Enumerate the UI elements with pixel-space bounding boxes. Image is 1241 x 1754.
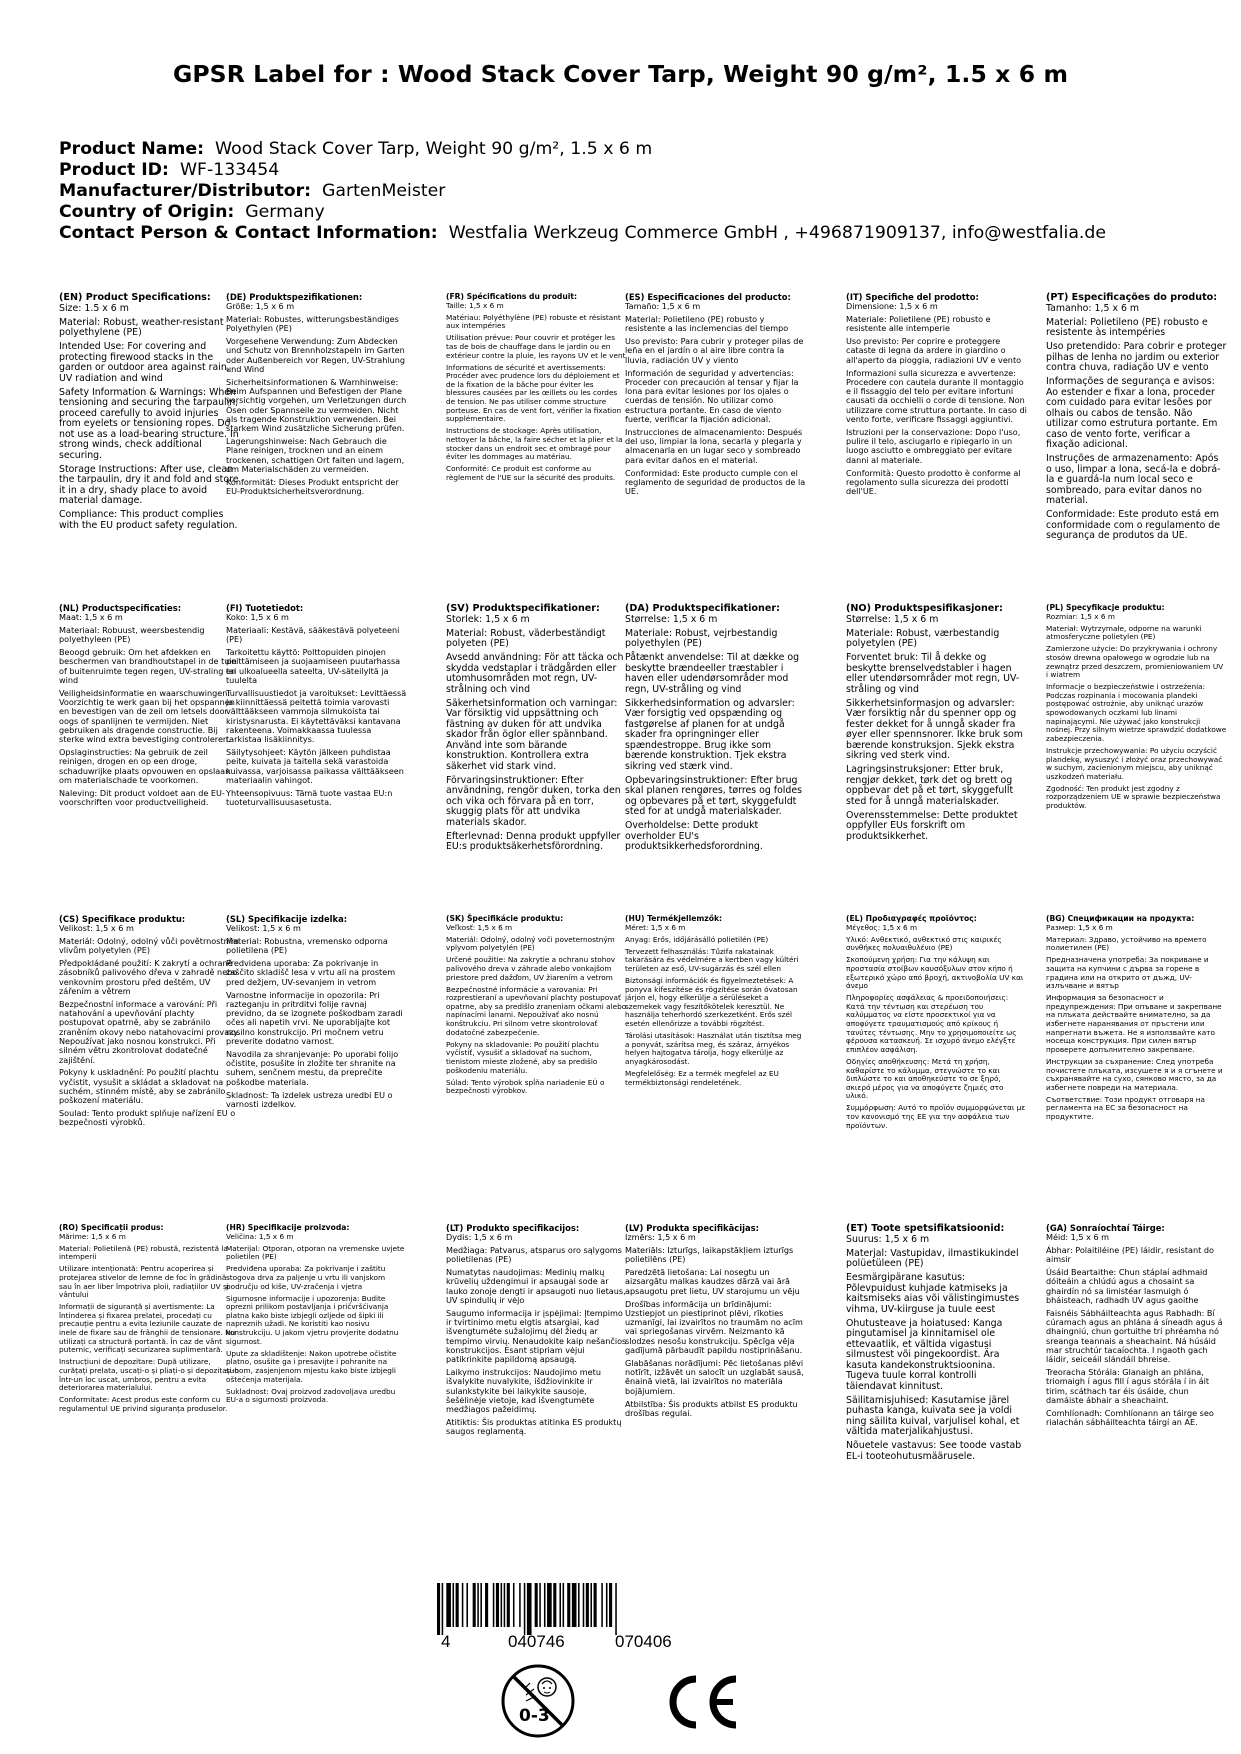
spec-line: Συμμόρφωση: Αυτό το προϊόν συμμορφώνεται με τον κανονισμό της ΕΕ για την ασφάλεια των προϊόντων.	[846, 1103, 1026, 1130]
spec-block-bg	[1046, 915, 1227, 1125]
ean-barcode	[433, 1583, 681, 1635]
spec-line: Overensstemmelse: Dette produktet oppfyller EUs forskrift om produktsikkerhet.	[846, 809, 1018, 842]
barcode-bar	[578, 1583, 580, 1627]
spec-line: Bezpečnostní informace a varování: Při natahování a upevňování plachty postupovat opatrně, aby se zabránilo zraněním okovy nebo natahovacími provazy. Nepoužívat jako nosnou konstrukci. Při silném větru zkontrolovat dodatečné zajištění.	[59, 998, 240, 1065]
spec-title: (IT) Specifiche del prodotto:	[846, 292, 979, 302]
spec-title: (PL) Specyfikacje produktu:	[1046, 603, 1165, 612]
spec-line: Mărime: 1,5 x 6 m	[59, 1231, 126, 1241]
spec-line: Yhteensopivuus: Tämä tuote vastaa EU:n tuoteturvallisuusasetusta.	[226, 787, 393, 808]
product-info	[59, 139, 1189, 244]
spec-line: Material: Polietilenă (PE) robustă, rezistentă la intemperii	[59, 1243, 228, 1262]
spec-line: Velikost: 1,5 x 6 m	[59, 923, 134, 934]
spec-title: (FR) Spécifications du produit:	[446, 292, 578, 301]
spec-title: (SL) Specifikacije izdelka:	[226, 914, 348, 924]
svg-text:0-3: 0-3	[519, 1706, 550, 1726]
spec-line: Ohutusteave ja hoiatused: Kanga pingutamisel ja kinnitamisel ole ettevaatlik, et vältida vigastusi silmustest või pingekoordist. Ära kasuta kandekonstruktsioonina. Tugeva tuule korral kontrolli täiendavat kinnitust.	[846, 1317, 1003, 1392]
barcode-right-digits: 070406	[615, 1632, 672, 1651]
barcode-bar	[462, 1583, 464, 1627]
spec-line: Medžiaga: Patvarus, atsparus oro sąlygoms polietilenas (PE)	[446, 1245, 622, 1265]
barcode-first-digit: 4	[441, 1632, 451, 1651]
spec-line: Tamanho: 1,5 x 6 m	[1046, 302, 1140, 314]
spec-line: Tervezett felhasználás: Tűzifa rakatainak takarására és védelmére a kertben vagy kültéri területen az eső, UV-sugárzás és szél ellen	[625, 946, 799, 973]
spec-line: Materiale: Robust, vejrbestandig polyethylen (PE)	[625, 627, 778, 649]
spec-line: Overholdelse: Dette produkt overholder EU's produktsikkerhedsforordning.	[625, 820, 763, 852]
spec-line: Predvidena uporaba: Za pokrivanje in zaščito skladišč lesa v vrtu ali na prostem pred dežjem, UV-sevanjem in vetrom	[226, 958, 396, 987]
spec-line: Pokyny k uskladnění: Po použití plachtu vyčistit, vysušit a skládat a skladovat na suchém, stinném místě, aby se zabránilo poškození materiálu.	[59, 1067, 226, 1106]
spec-line: Πληροφορίες ασφάλειας & προειδοποιήσεις: Κατά την τέντωση και στερέωση του καλύμματος να είστε προσεκτικοί για να αποφύγετε τραυματισμούς από κρίκους ή τανύτες τέντωσης. Μην το χρησιμοποιείτε ως φέρουσα κατασκευή. Σε ισχυρό άνεμο ελέγξτε επιπλέον ασφάλιση.	[846, 993, 1017, 1054]
spec-line: Safety Information & Warnings: When tensioning and securing the tarpaulin, proceed carefully to avoid injuries from eyelets or tensioning ropes. Do not use as a load-bearing structure. In strong winds, check additional securing.	[59, 386, 239, 461]
spec-line: Numatytas naudojimas: Medinių malkų krūvelių uždengimui ir apsaugai sode ar lauko zonoje dengti ir apsaugoti nuo lietaus, UV spindulių ir vėjo	[446, 1267, 626, 1306]
spec-block-de	[226, 293, 407, 500]
barcode-bar	[601, 1583, 603, 1627]
spec-line: Veličina: 1,5 x 6 m	[226, 1231, 294, 1241]
barcode-bar	[524, 1583, 526, 1635]
spec-block-sl	[226, 915, 407, 1113]
contact-row	[59, 223, 1189, 244]
spec-line: Instructions de stockage: Après utilisation, nettoyer la bâche, la faire sécher et la plier et la stocker dans un endroit sec et ombragé pour éviter les dommages au matériau.	[446, 426, 623, 462]
spec-line: Informações de segurança e avisos: Ao estender e fixar a lona, proceder com cuidado para evitar lesões por olhais ou cabos de tensão. Não utilizar como estrutura portante. Em caso de vento forte, verificar a fixação adicional.	[1046, 376, 1218, 450]
spec-block-el	[846, 915, 1027, 1134]
spec-line: Μέγεθος: 1,5 x 6 m	[846, 922, 918, 932]
spec-title: (CS) Specifikace produktu:	[59, 914, 186, 924]
ce-mark-icon	[660, 1673, 742, 1731]
manufacturer-value: GartenMeister	[322, 180, 446, 201]
spec-line: Opbevaringsinstruktioner: Efter brug skal planen rengøres, tørres og foldes og opbevares på et tørt, skyggefuldt sted for at undgå materialskader.	[625, 774, 803, 817]
spec-line: Tamaño: 1,5 x 6 m	[625, 301, 701, 312]
spec-title: (HR) Specifikacije proizvoda:	[226, 1223, 350, 1232]
country-label: Country of Origin:	[59, 201, 235, 222]
spec-line: Drošības informācija un brīdinājumi: Uzstiepjot un piestiprinot plēvi, rīkoties uzmanīgi, lai izvairītos no traumām no acīm vai spriegošanas virvēm. Neizmanto kā slodzes nesošu konstrukciju. Spēcīga vēja gadījumā pārbaudīt papildu nostiprināšanu.	[625, 1298, 803, 1356]
barcode-bar	[535, 1583, 538, 1627]
spec-line: Materiāls: Izturīgs, laikapstākļiem izturīgs polietilēns (PE)	[625, 1245, 794, 1265]
spec-line: Størrelse: 1,5 x 6 m	[846, 613, 939, 625]
spec-line: Faisnéis Sábháilteachta agus Rabhadh: Bí cúramach agus an phlána á síneadh agus á dhaingniú, chun gortuithe trí phréamha nó sreanga teannais a sheachaint. Ná húsáid mar struchtúr tacaíochta. I ngaoth gach láidir, seiceáil slándáil bhreise.	[1046, 1307, 1223, 1365]
spec-line: Maat: 1,5 x 6 m	[59, 612, 123, 623]
spec-title: (FI) Tuotetiedot:	[226, 603, 304, 613]
barcode-bar	[583, 1583, 585, 1627]
spec-line: Conformitate: Acest produs este conform cu regulamentul UE privind siguranța produselor.	[59, 1395, 228, 1413]
barcode-bar	[504, 1583, 506, 1627]
spec-block-it	[846, 293, 1027, 500]
spec-line: Størrelse: 1,5 x 6 m	[625, 613, 718, 625]
spec-line: Předpokládané použití: K zakrytí a ochraně zásobníků palivového dřeva v zahradě nebo venkovním prostoru před deštěm, UV zářením a větrem	[59, 958, 238, 997]
spec-line: Biztonsági információk és figyelmeztetések: A ponyva kifeszítése és rögzítése során óvatosan járjon el, hogy elkerülje a sérüléseket a szemekek vagy feszítőkötelek keresztül. Ne használja teherhordó szerkezetként. Erős szél esetén ellenőrizze a további rögzítést.	[625, 976, 798, 1029]
spec-line: Informazioni sulla sicurezza e avvertenze: Procedere con cautela durante il montaggio e il fissaggio del telo per evitare infortuni causati da occhielli o corde di tensione. Non utilizzare come struttura portante. In caso di vento forte, verificare fissaggi aggiuntivi.	[846, 367, 1027, 425]
spec-title: (EN) Product Specifications:	[59, 292, 211, 303]
spec-line: Съответствие: Този продукт отговаря на регламента на ЕС за безопасност на продуктите.	[1046, 1094, 1206, 1121]
barcode-bar	[563, 1583, 565, 1627]
spec-block-es	[625, 293, 806, 500]
barcode-bar	[485, 1583, 488, 1627]
barcode-bar	[501, 1583, 503, 1627]
spec-line: Predviđena uporaba: Za pokrivanje i zaštitu stogova drva za paljenje u vrtu ili vanjskom području od kiše, UV-zračenja i vjetra	[226, 1264, 386, 1291]
spec-line: Sigurnosne informacije i upozorenja: Budite oprezni prilikom postavljanja i pričvršćivanja platna kako biste izbjegli ozljede od šipki ili napreznih užadi. Ne koristiti kao nosivu konstrukciju. U jakom vjetru provjerite dodatnu sigurnost.	[226, 1293, 399, 1346]
spec-line: Forventet bruk: Til å dekke og beskytte brenselvedstabler i hagen eller utendørsområder mot regn, UV-stråling og vind	[846, 652, 1020, 695]
product-id-label: Product ID:	[59, 159, 169, 180]
spec-line: Materiaal: Robuust, weersbestendig polyethyleen (PE)	[59, 625, 205, 645]
spec-line: Istruzioni per la conservazione: Dopo l'uso, pulire il telo, asciugarlo e ripiegarlo in un luogo asciutto e ombreggiato per evitare danni al materiale.	[846, 426, 1021, 465]
barcode-bar	[567, 1583, 570, 1627]
spec-line: Storlek: 1,5 x 6 m	[446, 613, 530, 625]
spec-line: Информация за безопасност и предупреждения: При опъване и закрепване на плъката действайте внимателно, за да избегнете наранявания от пръстени или напрегнати въжета. Не я използвайте като носеща конструкция. При силен вятър проверете допълнително закрепване.	[1046, 993, 1222, 1054]
spec-line: Lagringsinstruksjoner: Etter bruk, rengjør dekket, tørk det og brett og oppbevar det på et tørt, skyggefullt sted for å unngå materialskader.	[846, 764, 1014, 807]
spec-block-da	[625, 604, 806, 856]
spec-line: Material: Polietileno (PE) robusto y resistente a las inclemencias del tiempo	[625, 314, 789, 334]
spec-line: Avsedd användning: För att täcka och skydda vedstaplar i trädgården eller utomhusområden mot regn, UV-strålning och vind	[446, 652, 624, 695]
spec-block-pl	[1046, 604, 1227, 814]
barcode-bar	[456, 1583, 459, 1627]
spec-line: Información de seguridad y advertencias: Proceder con precaución al tensar y fijar la lona para evitar lesiones por los ojales o cuerdas de tensión. No utilizar como estructura portante. En caso de viento fuerte, verificar la fijación adicional.	[625, 367, 799, 425]
spec-block-ro	[59, 1224, 240, 1417]
spec-line: Pokyny na skladovanie: Po použití plachtu vyčistiť, vysušiť a skladovať na suchom, tienistom mieste zložené, aby sa predišlo poškodeniu materiálu.	[446, 1039, 599, 1075]
spec-line: Vorgesehene Verwendung: Zum Abdecken und Schutz von Brennholzstapeln im Garten oder Außenbereich vor Regen, UV-Strahlung und Wind	[226, 336, 406, 375]
spec-line: Materiale: Robust, værbestandig polyetylen (PE)	[846, 627, 1000, 649]
spec-line: Informacje o bezpieczeństwie i ostrzeżenia: Podczas rozpinania i mocowania plandeki postępować ostrożnie, aby uniknąć urazów spowodowanych oczkami lub linami napinającymi. Nie używać jako konstrukcji nośnej. Przy silnym wietrze sprawdzić dodatkowe zabezpieczenia.	[1046, 682, 1227, 743]
barcode-left-digits: 040746	[508, 1632, 565, 1651]
barcode-bar	[453, 1583, 455, 1627]
spec-line: Instruções de armazenamento: Após o uso, limpar a lona, secá-la e dobrá-la e guardá-la num local seco e sombreado, para evitar danos no material.	[1046, 453, 1221, 506]
barcode-bar	[572, 1583, 577, 1627]
spec-title: (NL) Productspecificaties:	[59, 603, 182, 613]
spec-title: (LV) Produkta specifikācijas:	[625, 1223, 759, 1233]
spec-line: Utilizare intenționată: Pentru acoperirea și protejarea stivelor de lemne de foc în grădină sau în aer liber împotriva ploii, radiațiilor UV și vântului	[59, 1264, 229, 1300]
barcode-bar	[473, 1583, 476, 1627]
barcode-bar	[544, 1583, 546, 1627]
spec-line: Οδηγίες αποθήκευσης: Μετά τη χρήση, καθαρίστε το κάλυμμα, στεγνώστε το και διπλώστε το και αποθηκεύστε το σε ξηρό, σκιερό μέρος για να αποφύγετε ζημιές στο υλικό.	[846, 1056, 1004, 1101]
spec-line: Dydis: 1,5 x 6 m	[446, 1232, 513, 1243]
spec-line: Lagerungshinweise: Nach Gebrauch die Plane reinigen, trocknen und an einem trockenen, schattigen Ort falten und lagern, um Materialschäden zu vermeiden.	[226, 436, 405, 475]
spec-line: Atitiktis: Šis produktas atitinka ES produktų saugos reglamentą.	[446, 1417, 622, 1437]
spec-block-ga	[1046, 1224, 1227, 1431]
spec-line: Storage Instructions: After use, clean the tarpaulin, dry it and fold and store it in a dry, shady place to avoid material damage.	[59, 463, 239, 506]
barcode-bar	[553, 1583, 556, 1627]
spec-line: Méret: 1,5 x 6 m	[625, 922, 686, 932]
spec-title: (GA) Sonraíochtaí Táirge:	[1046, 1223, 1165, 1233]
barcode-bar	[590, 1583, 592, 1627]
spec-line: Zgodność: Ten produkt jest zgodny z rozporządzeniem UE w sprawie bezpieczeństwa produktów.	[1046, 783, 1221, 810]
product-name-label: Product Name:	[59, 139, 205, 159]
spec-title: (DE) Produktspezifikationen:	[226, 292, 363, 302]
spec-block-fr	[446, 293, 627, 486]
spec-block-hu	[625, 915, 806, 1091]
spec-title: (SK) Špecifikácie produktu:	[446, 914, 564, 923]
spec-line: Sikkerhetsinformasjon og advarsler: Vær forsiktig når du spenner opp og fester dekket for å unngå skader fra øyer eller spennsnorer. Ikke bruk som bærende konstruksjon. Sjekk ekstra sikring ved sterk vind.	[846, 697, 1023, 761]
spec-title: (BG) Спецификации на продукта:	[1046, 914, 1195, 923]
spec-line: Upute za skladištenje: Nakon upotrebe očistite platno, osušite ga i presavijte i pohranite na suhom, zasjenjenom mjestu kako biste izbjegli oštećenja materijala.	[226, 1348, 397, 1384]
spec-line: Navodila za shranjevanje: Po uporabi folijo očistite, posušite in zložite ter shranite na suhem, senčnem mestu, da preprečite poškodbe materiala.	[226, 1048, 399, 1087]
spec-line: Säkerhetsinformation och varningar: Var försiktig vid uppsättning och fästning av duken för att undvika skador från öglor eller spännband. Använd inte som bärande konstruktion. Kontrollera extra säkerhet vid stark vind.	[446, 697, 618, 772]
spec-line: Efterlevnad: Denna produkt uppfyller EU:s produktsäkerhetsförordning.	[446, 830, 621, 852]
barcode-bar	[606, 1583, 608, 1627]
spec-line: Säilytysohjeet: Käytön jälkeen puhdistaa peite, kuivata ja taitella sekä varastoida kuivassa, varjoisassa paikassa välttääkseen materiaalin vahingot.	[226, 747, 404, 786]
spec-line: Laikymo instrukcijos: Naudojimo metu išvalykite nuvalykite, išdžiovinkite ir sulankstykite bei laikykite sausoje, šešėlinėje vietoje, kad išvengtumėte medžiagos pažeidimų.	[446, 1367, 601, 1415]
spec-line: Größe: 1,5 x 6 m	[226, 301, 295, 312]
spec-line: Zamierzone użycie: Do przykrywania i ochrony stosów drewna opałowego w ogrodzie lub na zewnątrz przed deszczem, promieniowaniem UV i wiatrem	[1046, 644, 1224, 680]
spec-line: Méid: 1,5 x 6 m	[1046, 1232, 1110, 1243]
spec-line: Conformità: Questo prodotto è conforme al regolamento sulla sicurezza dei prodotti dell'UE.	[846, 467, 1021, 497]
spec-line: Eesmärgipärane kasutus: Põlevpuidust kuhjade katmiseks ja kaitsmiseks aias või välistingimustes vihma, UV-kiirguse ja tuule eest	[846, 1272, 1020, 1315]
spec-block-hr	[226, 1224, 407, 1408]
spec-line: Предназначена употреба: За покриване и защита на купчини с дърва за горене в градина или на открито от дъжд, UV-излъчване и вятър	[1046, 955, 1209, 991]
spec-line: Σκοπούμενη χρήση: Για την κάλυψη και προστασία στοίβων καυσόξυλων στον κήπο ή εξωτερικό χώρο από βροχή, ακτινοβολία UV και άνεμο	[846, 955, 1024, 991]
spec-line: Материал: Здраво, устойчиво на времето полиетилен (PE)	[1046, 934, 1207, 953]
spec-line: Comhlíonadh: Comhlíonann an táirge seo rialachán sábháilteachta táirgí an AE.	[1046, 1407, 1214, 1428]
spec-line: Izmērs: 1,5 x 6 m	[625, 1232, 696, 1243]
spec-line: Material: Robustna, vremensko odporna polietilena (PE)	[226, 936, 388, 956]
product-name-row	[59, 139, 1189, 160]
spec-title: (SV) Produktspecifikationer:	[446, 603, 600, 614]
spec-block-en	[59, 293, 240, 535]
spec-line: Size: 1.5 x 6 m	[59, 302, 129, 314]
spec-line: Konformität: Dieses Produkt entspricht der EU-Produktsicherheitsverordnung.	[226, 476, 399, 497]
spec-line: Intended Use: For covering and protecting firewood stacks in the garden or outdoor area against rain, UV radiation and wind	[59, 341, 230, 384]
barcode-bar	[547, 1583, 552, 1627]
spec-line: Conformidade: Este produto está em conformidade com o regulamento de segurança de produtos da UE.	[1046, 509, 1221, 541]
page-title: GPSR Label for : Wood Stack Cover Tarp, Weight 90 g/m², 1.5 x 6 m	[172, 60, 1069, 88]
spec-line: Veiligheidsinformatie en waarschuwingen: Voorzichtig te werk gaan bij het opspannen en bevestigen van de zeil om letsels door oogs of spanlijnen te vermijden. Niet gebruiken als dragende constructie. Bij sterke wind extra bevestiging controleren.	[59, 687, 235, 745]
spec-line: Material: Robustes, witterungsbeständiges Polyethylen (PE)	[226, 314, 399, 334]
spec-block-sk	[446, 915, 627, 1099]
spec-line: Uso previsto: Para cubrir y proteger pilas de leña en el jardín o al aire libre contra la lluvia, radiación UV y viento	[625, 336, 804, 365]
spec-line: Naleving: Dit product voldoet aan de EU-voorschriften voor productveiligheid.	[59, 787, 225, 808]
spec-line: Matériau: Polyéthylène (PE) robuste et résistant aux intempéries	[446, 312, 621, 331]
spec-title: (DA) Produktspecifikationer:	[625, 603, 780, 614]
barcode-bar	[559, 1583, 561, 1627]
spec-line: Tárolási utasítások: Használat után tisztítsa meg a ponyvát, szárítsa meg, és száraz, árnyékos helyen hajtogatva tárolja, hogy elkerülje az anyagkárosodást.	[625, 1031, 802, 1066]
spec-block-lt	[446, 1224, 627, 1440]
spec-line: Materiał: Wytrzymałe, odporne na warunki atmosferyczne polietylen (PE)	[1046, 623, 1202, 642]
spec-title: (PT) Especificações do produto:	[1046, 292, 1218, 303]
spec-line: Úsáid Beartaithe: Chun stáplaí adhmaid dóiteáin a chlúdú agus a chosaint sa ghairdín nó sa limistéar lasmuigh ó bháisteach, radhadh UV agus gaoithe	[1046, 1267, 1208, 1306]
spec-line: Turvallisuustiedot ja varoitukset: Levittäessä ja kiinnittäessä peitettä toimia varovasti välttääkseen vammoja silmukoista tai kiristysnarusta. Ei käytettäväksi kantavana rakenteena. Voimakkaassa tuulessa tarkistaa lisäkiinnitys.	[226, 687, 407, 745]
spec-line: Materiale: Polietilene (PE) robusto e resistente alle intemperie	[846, 314, 991, 334]
spec-block-fi	[226, 604, 407, 811]
barcode-bar	[442, 1583, 444, 1635]
barcode-bar	[539, 1583, 541, 1627]
spec-block-nl	[59, 604, 240, 811]
spec-line: Velikost: 1,5 x 6 m	[226, 923, 301, 934]
manufacturer-label: Manufacturer/Distributor:	[59, 180, 312, 201]
spec-line: Informations de sécurité et avertissements: Procéder avec prudence lors du déploiement et de la fixation de la bâche pour éviter les blessures causées par les œillets ou les cordes de tension. Ne pas utiliser comme structure porteuse. En cas de vent fort, vérifier la fixation supplémentaire.	[446, 362, 622, 424]
spec-line: Veľkosť: 1,5 x 6 m	[446, 922, 513, 932]
spec-line: Opslaginstructies: Na gebruik de zeil reinigen, drogen en op een droge, schaduwrijke plaats opvouwen en opslaan om materialschade te voorkomen.	[59, 747, 231, 786]
barcode-bar	[615, 1583, 617, 1635]
spec-line: Material: Polietileno (PE) robusto e resistente às intempéries	[1046, 316, 1208, 338]
spec-line: Utilisation prévue: Pour couvrir et protéger les tas de bois de chauffage dans le jardin ou en extérieur contre la pluie, les rayons UV et le vent	[446, 333, 626, 360]
barcode-bar	[477, 1583, 479, 1627]
contact-label: Contact Person & Contact Information:	[59, 222, 438, 243]
spec-line: Atbilstība: Šis produkts atbilst ES produktu drošības regulai.	[625, 1398, 798, 1418]
spec-title: (RO) Specificații produs:	[59, 1223, 164, 1232]
spec-block-pt	[1046, 293, 1227, 545]
spec-line: Materijal: Otporan, otporan na vremenske uvjete polietilen (PE)	[226, 1243, 405, 1262]
spec-line: Säilitamisjuhised: Kasutamise järel puhasta kanga, kuivata see ja voldi ning säilita kuival, varjulisel kohal, et vältida materjalikahjustusi.	[846, 1394, 1020, 1437]
barcode-bar	[437, 1583, 440, 1635]
manufacturer-row	[59, 181, 1189, 202]
spec-title: (ET) Toote spetsifikatsioonid:	[846, 1223, 1005, 1234]
spec-line: Koko: 1,5 x 6 m	[226, 612, 289, 623]
country-row	[59, 202, 1189, 223]
spec-line: Sikkerhedsinformation og advarsler: Vær forsigtig ved opspænding og fastgørelse af planen for at undgå skader fra opringninger eller spændestroppe. Brug ikke som bærende konstruktion. Tjek ekstra sikring ved stærk vind.	[625, 697, 795, 772]
spec-line: Varnostne informacije in opozorila: Pri razteganju in pritrditvi folije ravnaj previdno, da se izognete poškodbam zaradi očes ali napetih vrvi. Ne uporabljajte kot nosilno konstrukcijo. Pri močnem vetru preverite dodatno varnost.	[226, 989, 403, 1047]
barcode-bar	[609, 1583, 612, 1627]
spec-line: Conformidad: Este producto cumple con el reglamento de seguridad de productos de la UE.	[625, 467, 806, 497]
spec-line: Instrucțiuni de depozitare: După utilizare, curățați prelata, uscați-o și pliați-o și depozitați-o într-un loc uscat, umbros, pentru a evita deteriorarea materialului.	[59, 1357, 239, 1393]
spec-line: Materiál: Odolný, odolný voči poveternostným vplyvom polyetylén (PE)	[446, 934, 615, 953]
spec-line: Beoogd gebruik: Om het afdekken en beschermen van brandhoutstapel in de tuin of buitenruimte tegen regen, UV-straling en wind	[59, 647, 237, 686]
spec-line: Treoracha Stórála: Glanaigh an phlána, triomaigh í agus fill í agus stórála í in áit tirim, scáthach tar éis úsáide, chun damáiste ábhair a sheachaint.	[1046, 1367, 1210, 1406]
barcode-bar	[586, 1583, 589, 1627]
spec-line: Skladnost: Ta izdelek ustreza uredbi EU o varnosti izdelkov.	[226, 1089, 393, 1109]
spec-line: Instrukcje przechowywania: Po użyciu oczyścić plandekę, wysuszyć i złożyć oraz przechowywać w suchym, zacienionym miejscu, aby uniknąć uszkodzeń materiału.	[1046, 745, 1223, 781]
barcode-bar	[507, 1583, 510, 1627]
spec-line: Materjal: Vastupidav, ilmastikukindel polüetüleen (PE)	[846, 1247, 1019, 1269]
barcode-bar	[480, 1583, 482, 1627]
barcode-bar	[446, 1583, 451, 1627]
spec-line: Material: Robust, weather-resistant polyethylene (PE)	[59, 316, 224, 338]
spec-title: (NO) Produktspesifikasjoner:	[846, 603, 1003, 614]
spec-title: (LT) Produkto specifikacijos:	[446, 1223, 580, 1233]
spec-line: Instrucciones de almacenamiento: Después del uso, limpiar la lona, secarla y plegarla y almacenarla en un lugar seco y sombreado para evitar daños en el material.	[625, 426, 803, 465]
spec-line: Určené použitie: Na zakrytie a ochranu stohov palivového dreva v záhrade alebo vonkajšom priestore pred dažďom, UV žiarením a vetrom	[446, 955, 616, 982]
spec-line: Compliance: This product complies with the EU product safety regulation.	[59, 509, 238, 531]
spec-line: Materiál: Odolný, odolný vůči povětrnostním vlivům polyetylen (PE)	[59, 936, 239, 956]
spec-line: Dimensione: 1,5 x 6 m	[846, 301, 938, 312]
spec-line: Sukladnost: Ovaj proizvod zadovoljava uredbu EU-a o sigurnosti proizvoda.	[226, 1386, 396, 1405]
spec-line: Tarkoitettu käyttö: Polttopuiden pinojen peittämiseen ja suojaamiseen puutarhassa tai ulkoalueella sateelta, UV-säteilyltä ja tuulelta	[226, 647, 401, 686]
spec-title: (EL) Προδιαγραφές προϊόντος:	[846, 914, 977, 923]
spec-line: Ábhar: Polaitiléine (PE) láidir, resistant do aimsir	[1046, 1245, 1214, 1265]
spec-line: Material: Robust, väderbeständigt polyeten (PE)	[446, 627, 606, 649]
spec-block-sv	[446, 604, 627, 856]
barcode-bar	[496, 1583, 499, 1627]
spec-line: Glabāšanas norādījumi: Pēc lietošanas plēvi notīrīt, izžāvēt un salocīt un uzglabāt sausā, ēnainā vietā, lai izvairītos no materiāla bojājumiem.	[625, 1357, 804, 1396]
spec-block-no	[846, 604, 1027, 846]
spec-block-et	[846, 1224, 1027, 1466]
product-name-value: Wood Stack Cover Tarp, Weight 90 g/m², 1.5 x 6 m	[215, 139, 653, 159]
spec-title: (HU) Termékjellemzők:	[625, 914, 723, 923]
barcode-bar	[466, 1583, 468, 1627]
spec-line: Bezpečnostné informácie a varovania: Pri rozprestieraní a upevňovaní plachty postupovať opatrne, aby sa predišlo zraneniam očkami alebo napínacími lanami. Nepoužívať ako nosnú konštrukciu. Pri silnom vetre skontrolovať dodatočné zabezpečenie.	[446, 984, 627, 1037]
spec-line: Förvaringsinstruktioner: Efter användning, rengör duken, torka den och vika och förvara på en torr, skuggig plats för att undvika materials skador.	[446, 774, 621, 828]
country-value: Germany	[245, 201, 325, 222]
spec-line: Materiaali: Kestävä, sääkestävä polyeteeni (PE)	[226, 625, 400, 645]
spec-line: Taille: 1,5 x 6 m	[446, 300, 504, 310]
spec-line: Soulad: Tento produkt splňuje nařízení EU o bezpečnosti výrobků.	[59, 1108, 236, 1128]
spec-line: Megfelelőség: Ez a termék megfelel az EU termékbiztonsági rendeletének.	[625, 1069, 779, 1087]
spec-block-lv	[625, 1224, 806, 1422]
spec-line: Nõuetele vastavus: See toode vastab EL-i tooteohutusmäärusele.	[846, 1440, 1022, 1462]
contact-value: Westfalia Werkzeug Commerce GmbH , +496871909137, info@westfalia.de	[448, 222, 1107, 243]
barcode-bar	[594, 1583, 597, 1627]
spec-line: Informații de siguranță și avertismente: La întinderea și fixarea prelatei, procedați cu precauție pentru a evita leziunile cauzate de inele de fixare sau de frânghii de tensionare. Nu utilizați ca structură portantă. În caz de vânt puternic, verificați securizarea suplimentară.	[59, 1302, 236, 1355]
barcode-bar	[493, 1583, 495, 1627]
spec-line: Uso previsto: Per coprire e proteggere cataste di legna da ardere in giardino o all'aperto da pioggia, radiazioni UV e vento	[846, 336, 1022, 365]
spec-line: Conformité: Ce produit est conforme au règlement de l'UE sur la sécurité des produits.	[446, 464, 616, 482]
product-id-row	[59, 160, 1189, 181]
barcode-bar	[513, 1583, 515, 1627]
spec-line: Rozmiar: 1,5 x 6 m	[1046, 611, 1115, 621]
spec-line: Suurus: 1,5 x 6 m	[846, 1233, 930, 1245]
barcode-bar	[527, 1583, 532, 1635]
spec-title: (ES) Especificaciones del producto:	[625, 292, 791, 302]
spec-block-cs	[59, 915, 240, 1131]
spec-line: Uso pretendido: Para cobrir e proteger pilhas de lenha no jardim ou exterior contra chuva, radiação UV e vento	[1046, 341, 1227, 373]
spec-line: Súlad: Tento výrobok spĺňa nariadenie EÚ o bezpečnosti výrobkov.	[446, 1077, 605, 1096]
spec-line: Anyag: Erős, időjárásálló polietilén (PE)	[625, 934, 769, 944]
spec-line: Saugumo informacija ir įspėjimai: Įtempimo ir tvirtinimo metu elgtis atsargiai, kad išvengtumėte sužalojimų dėl žiedų ar tempimo virvių. Nenaudokite kaip nešančios konstrukcijos. Esant stipriam vėjui patikrinkite papildomą apsaugą.	[446, 1307, 627, 1365]
spec-line: Paredzētā lietošana: Lai nosegtu un aizsargātu malkas kaudzes dārzā vai ārā apsaugotu pret lietu, UV starojumu un vēju	[625, 1267, 800, 1296]
age-0-3-warning-icon	[500, 1663, 576, 1739]
spec-line: Размер: 1,5 x 6 m	[1046, 922, 1113, 932]
barcode-bar	[519, 1583, 521, 1627]
spec-line: Påtænkt anvendelse: Til at dække og beskytte brændeeller træstabler i haven eller udendørsområder mod regn, UV-stråling og vind	[625, 652, 800, 695]
spec-line: Инструкции за съхранение: След употреба почистете плъката, изсушете я и я сгънете и съхранявайте на сухо, сянково място, за да избегнете повреди на материала.	[1046, 1056, 1223, 1092]
spec-line: Υλικό: Ανθεκτικό, ανθεκτικό στις καιρικές συνθήκες πολυαιθυλένιο (PE)	[846, 934, 1002, 953]
product-id-value: WF-133454	[179, 159, 280, 180]
spec-line: Sicherheitsinformationen & Warnhinweise: Beim Aufspannen und Befestigen der Plane vorsichtig vorgehen, um Verletzungen durch Ösen oder Spannseile zu vermeiden. Nicht als tragende Konstruktion verwenden. Bei starkem Wind zusätzliche Sicherung prüfen.	[226, 376, 407, 434]
